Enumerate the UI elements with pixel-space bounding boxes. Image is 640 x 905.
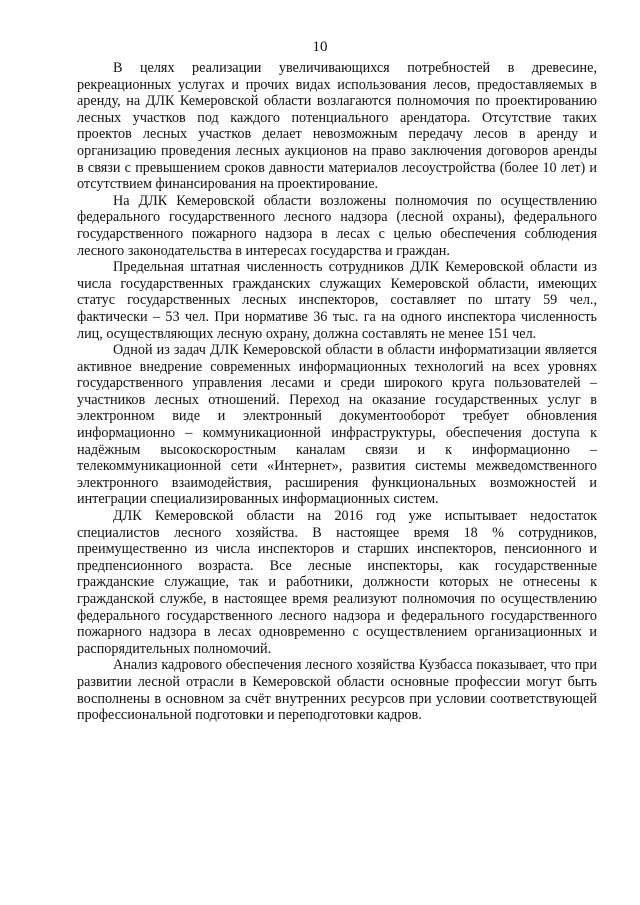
paragraph-staffing: Предельная штатная численность сотрудников ДЛК Кемеровской области из числа государственных гражданских служащих Кемеровской области, имеющих статус государственных лесных инспекторов, составляет по штату 59 чел., фактически – 53 чел. При нормативе 36 тыс. га на одного инспектора численность лиц, осуществляющих лесную охрану, должна составлять не менее 151 чел. <box>77 259 597 342</box>
paragraph-informatization: Одной из задач ДЛК Кемеровской области в области информатизации является активное внедрение современных информационных технологий на всех уровнях государственного управления лесами и среди широкого круга пользователей – участников лесных отношений. Переход на оказание государственных услуг в электронном виде и электронный документооборот требует обновления информационно – коммуникационной инфраструктуры, обеспечения доступа к надёжным высокоскоростным каналам связи и к информационно – телекоммуникационной сети «Интернет», развития системы межведомственного электронного взаимодействия, расширения функциональных возможностей и интеграции специализированных информационных систем. <box>77 342 597 508</box>
paragraph-lease-design: В целях реализации увеличивающихся потребностей в древесине, рекреационных услугах и прочих видах использования лесов, предоставляемых в аренду, на ДЛК Кемеровской области возлагаются полномочия по проектированию лесных участков под каждого потенциального арендатора. Отсутствие таких проектов лесных участков делает невозможным передачу лесов в аренду и организацию проведения лесных аукционов на право заключения договоров аренды в связи с превышением сроков давности материалов лесоустройства (более 10 лет) и отсутствием финансирования на проектирование. <box>77 60 597 193</box>
paragraph-forest-supervision: На ДЛК Кемеровской области возложены полномочия по осуществлению федерального государственного лесного надзора (лесной охраны), федерального государственного пожарного надзора в лесах с целью обеспечения соблюдения лесного законодательства в интересах государства и граждан. <box>77 192 597 259</box>
paragraph-personnel-analysis: Анализ кадрового обеспечения лесного хозяйства Кузбасса показывает, что при развитии лесной отрасли в Кемеровской области основные профессии могут быть восполнены в основном за счёт внутренних ресурсов при условии соответствующей профессиональной подготовки и переподготовки кадров. <box>77 657 597 724</box>
paragraph-specialist-shortage: ДЛК Кемеровской области на 2016 год уже испытывает недостаток специалистов лесного хозяйства. В настоящее время 18 % сотрудников, преимущественно из числа инспекторов и старших инспекторов, пенсионного и предпенсионного возраста. Все лесные инспекторы, как государственные гражданские служащие, так и работники, должности которых не отнесены к гражданской службе, в настоящее время реализуют полномочия по осуществлению федерального государственного лесного надзора и федерального государственного пожарного надзора в лесах одновременно с осуществлением организационных и распорядительных полномочий. <box>77 508 597 657</box>
document-body <box>77 60 597 724</box>
page-number: 10 <box>312 39 328 55</box>
